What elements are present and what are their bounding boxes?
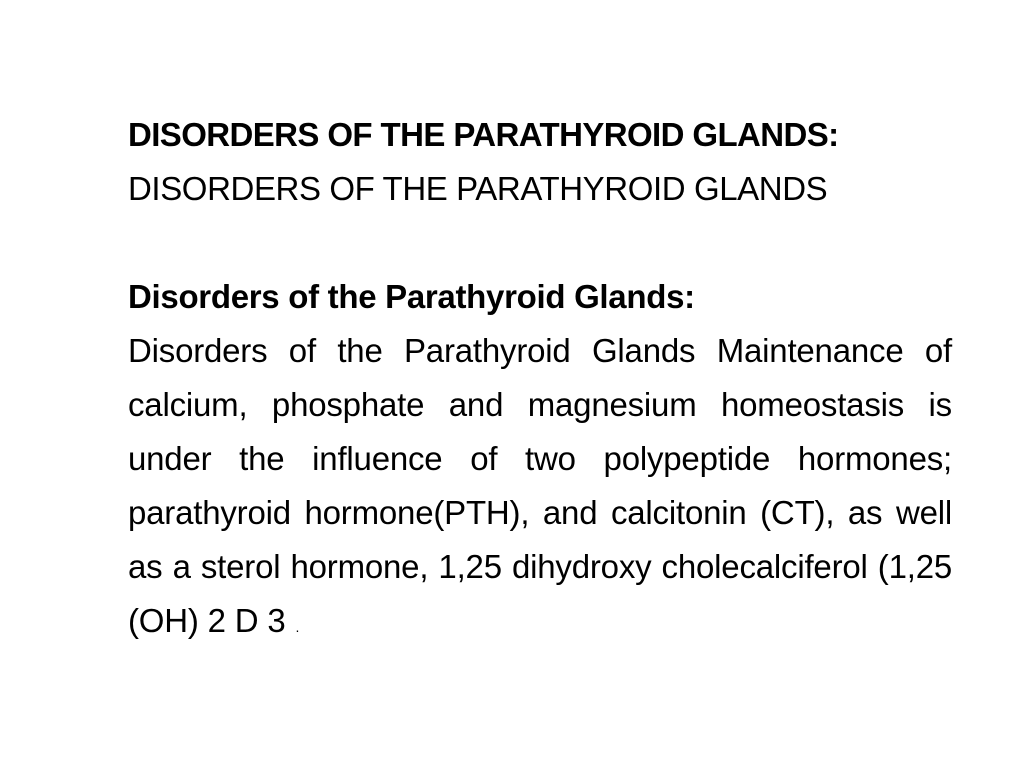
slide-content — [128, 108, 952, 654]
title-bold: DISORDERS OF THE PARATHYROID GLANDS: — [128, 116, 839, 153]
body-paragraph-text: Disorders of the Parathyroid Glands Maintenance of calcium, phosphate and magnesium homeostasis is under the influence of two polypeptide hormones; parathyroid hormone(PTH), and calcitonin (CT), as well as a sterol hormone, 1,25 dihydroxy cholecalciferol (1,25 (OH) 2 D 3 — [128, 332, 952, 639]
trailing-mark: . — [295, 619, 300, 635]
section-heading: Disorders of the Parathyroid Glands: — [128, 278, 695, 315]
body-paragraph — [128, 324, 952, 654]
title-regular: DISORDERS OF THE PARATHYROID GLANDS — [128, 170, 828, 207]
spacer — [128, 216, 952, 270]
